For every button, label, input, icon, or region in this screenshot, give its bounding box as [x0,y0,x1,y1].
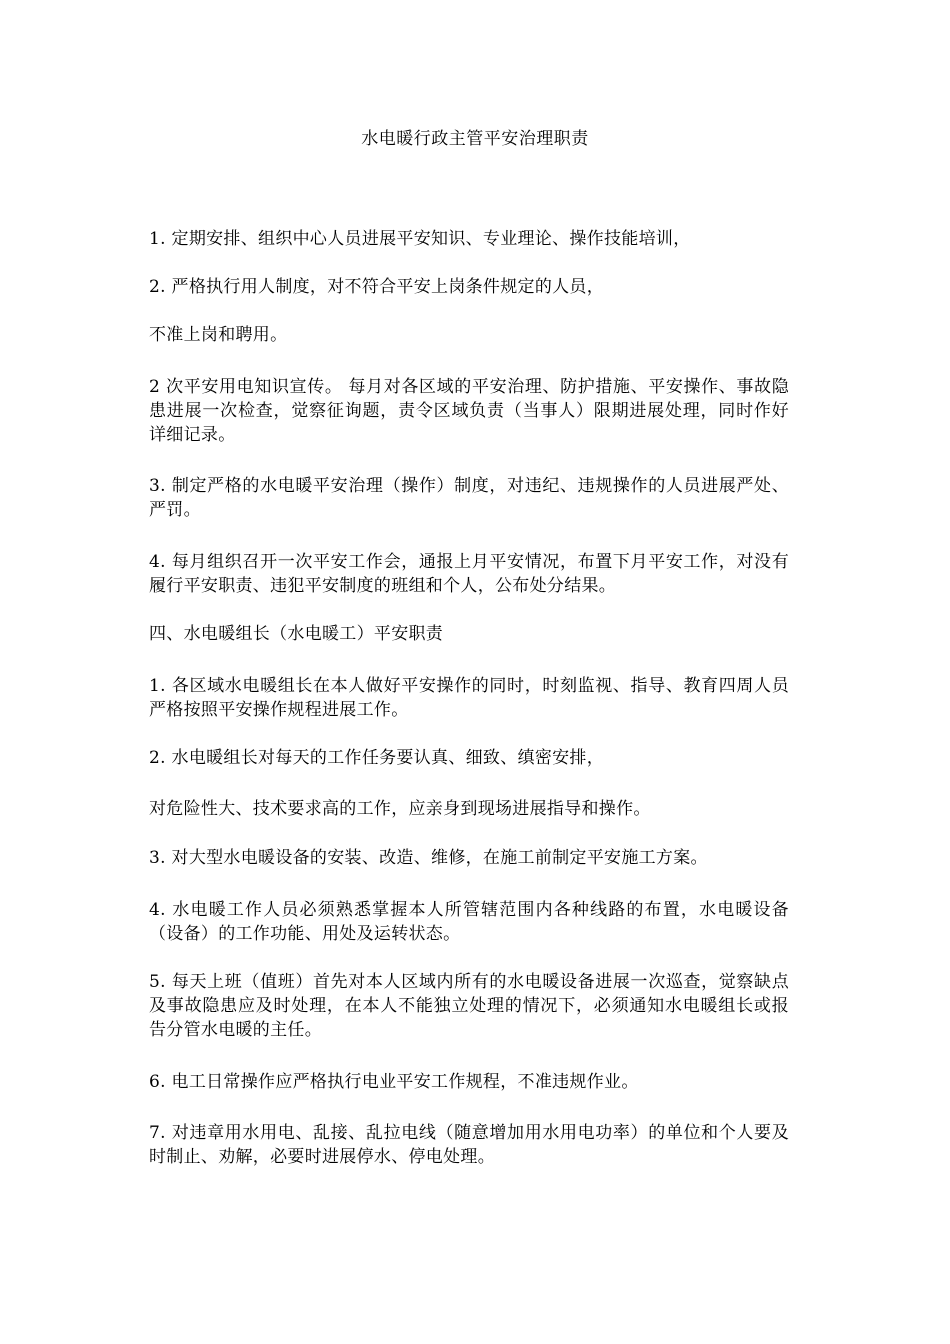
paragraph-6: 4. 每月组织召开一次平安工作会，通报上月平安情况，布置下月平安工作，对没有履行平安职责、违犯平安制度的班组和个人，公布处分结果。 [149,552,789,596]
section-heading: 四、水电暖组长（水电暖工）平安职责 [149,624,444,644]
paragraph-1: 1. 定期安排、组织中心人员进展平安知识、专业理论、操作技能培训， [149,229,691,249]
paragraph-11: 4. 水电暖工作人员必须熟悉掌握本人所管辖范围内各种线路的布置，水电暖设备（设备）的工作功能、用处及运转状态。 [149,900,789,944]
paragraph-5: 3. 制定严格的水电暖平安治理（操作）制度，对违纪、违规操作的人员进展严处、严罚。 [149,476,789,520]
paragraph-4: 2 次平安用电知识宣传。 每月对各区域的平安治理、防护措施、平安操作、事故隐患进展一次检查，觉察征询题，责令区域负责（当事人）限期进展处理，同时作好详细记录。 [149,377,789,445]
paragraph-13: 6. 电工日常操作应严格执行电业平安工作规程，不准违规作业。 [149,1072,639,1092]
paragraph-7: 1. 各区域水电暖组长在本人做好平安操作的同时，时刻监视、指导、教育四周人员严格按照平安操作规程进展工作。 [149,676,789,720]
paragraph-9: 对危险性大、技术要求高的工作，应亲身到现场进展指导和操作。 [149,799,651,819]
paragraph-10: 3. 对大型水电暖设备的安装、改造、维修，在施工前制定平安施工方案。 [149,848,708,868]
paragraph-14: 7. 对违章用水用电、乱接、乱拉电线（随意增加用水用电功率）的单位和个人要及时制止、劝解，必要时进展停水、停电处理。 [149,1123,789,1167]
paragraph-12: 5. 每天上班（值班）首先对本人区域内所有的水电暖设备进展一次巡查，觉察缺点及事故隐患应及时处理，在本人不能独立处理的情况下，必须通知水电暖组长或报告分管水电暖的主任。 [149,972,789,1040]
paragraph-3: 不准上岗和聘用。 [149,325,288,345]
paragraph-2: 2. 严格执行用人制度，对不符合平安上岗条件规定的人员， [149,277,605,297]
paragraph-8: 2. 水电暖组长对每天的工作任务要认真、细致、缜密安排， [149,748,605,768]
document-title: 水电暖行政主管平安治理职责 [361,129,589,149]
